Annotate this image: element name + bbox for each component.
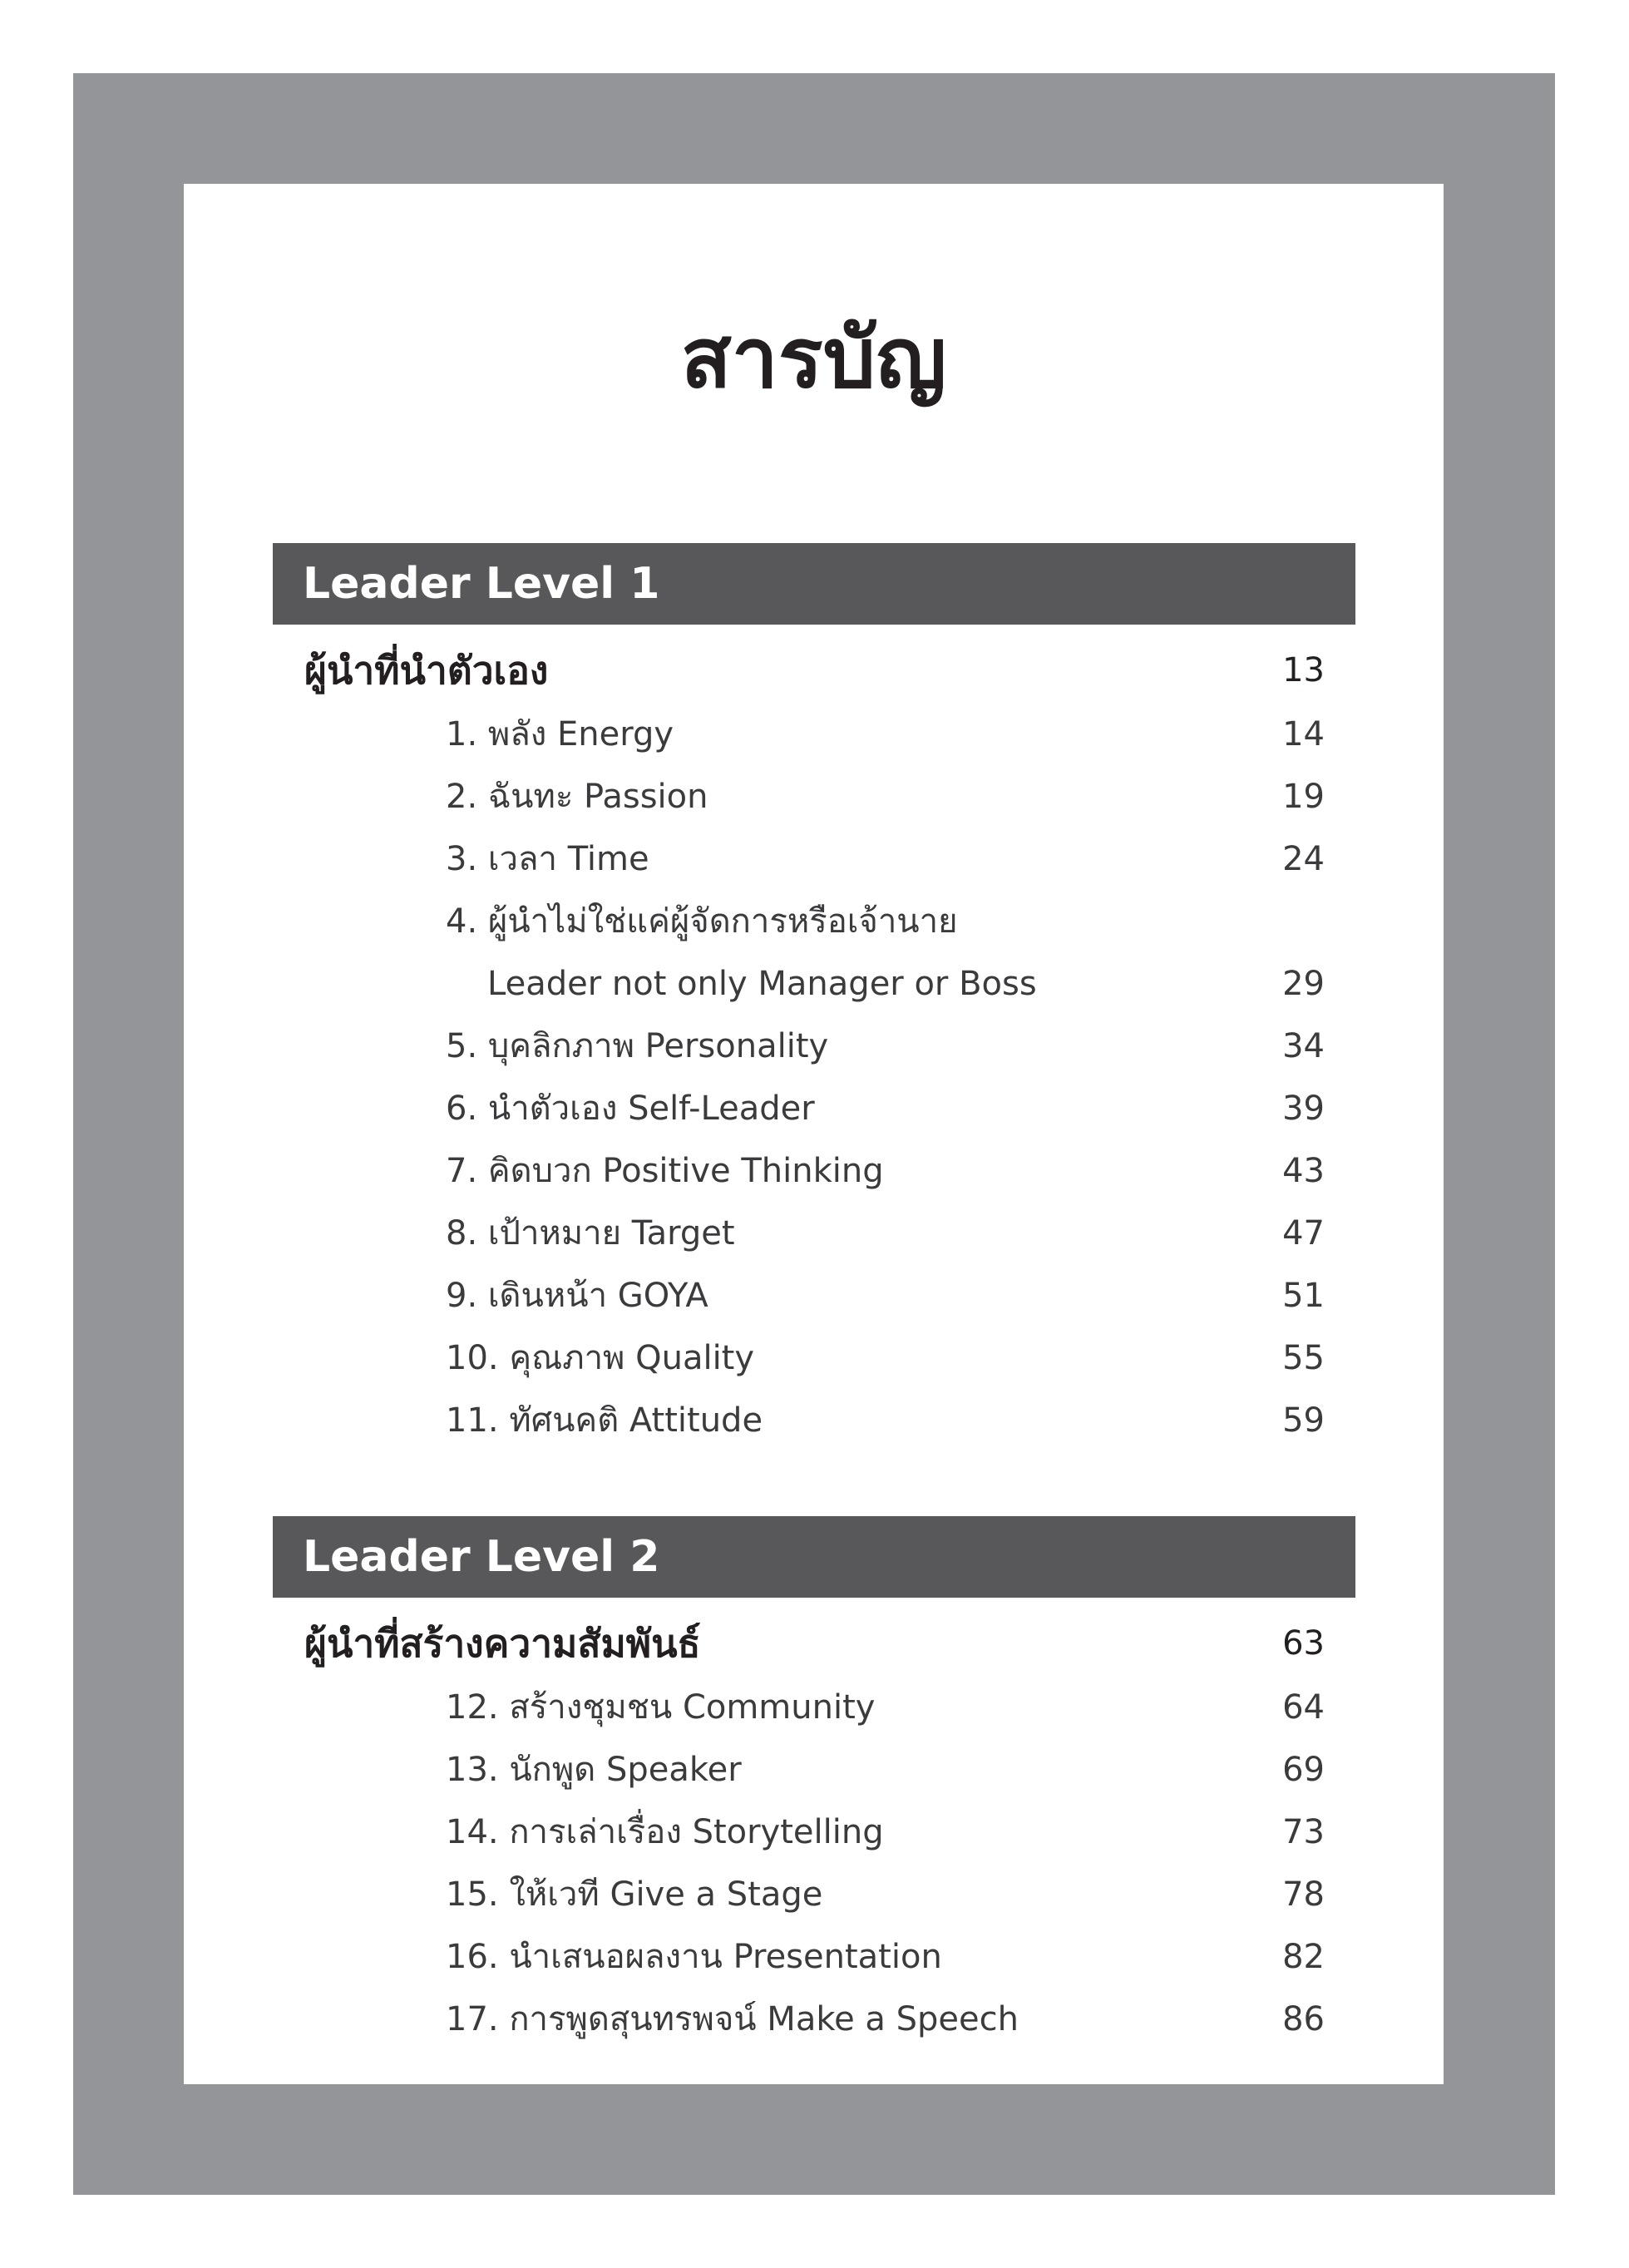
toc-entry[interactable] (184, 1078, 1444, 1140)
entry-title: 1. พลัง Energy (446, 715, 674, 754)
entry-title: 17. การพูดสุนทรพจน์ Make a Speech (446, 2000, 1019, 2038)
entry-title: 5. บุคลิกภาพ Personality (446, 1027, 829, 1065)
toc-title: สารบัญ (680, 309, 947, 407)
page-number: 43 (1282, 1152, 1325, 1190)
toc-entry[interactable] (184, 1327, 1444, 1390)
level-1-section (184, 638, 1444, 1452)
entry-title: 12. สร้างชุมชน Community (446, 1688, 876, 1727)
entry-title: 10. คุณภาพ Quality (446, 1339, 755, 1377)
entry-title: 3. เวลา Time (446, 840, 649, 878)
level-2-header: Leader Level 2 (273, 1516, 1355, 1598)
entry-title: 6. นำตัวเอง Self-Leader (446, 1090, 815, 1128)
entry-title: 16. นำเสนอผลงาน Presentation (446, 1938, 942, 1976)
toc-entry[interactable] (184, 1265, 1444, 1327)
entry-title: 4. ผู้นำไม่ใช่แค่ผู้จัดการหรือเจ้านาย (446, 902, 958, 941)
entry-title: 13. นักพูด Speaker (446, 1751, 742, 1789)
section-heading: ผู้นำที่สร้างความสัมพันธ์ (304, 1621, 701, 1666)
toc-entry[interactable] (184, 1015, 1444, 1078)
entry-title: 11. ทัศนคติ Attitude (446, 1401, 763, 1440)
toc-entry[interactable] (184, 828, 1444, 891)
toc-entry[interactable] (184, 1864, 1444, 1926)
entry-title: 9. เดินหน้า GOYA (446, 1277, 708, 1315)
page-number: 64 (1282, 1688, 1325, 1727)
page-number: 73 (1282, 1813, 1325, 1851)
page-number: 78 (1282, 1875, 1325, 1914)
toc-entry[interactable] (184, 891, 1444, 953)
page-frame (73, 73, 1555, 2195)
toc-entry[interactable] (184, 1677, 1444, 1739)
section-heading: ผู้นำที่นำตัวเอง (304, 648, 549, 693)
page-number: 69 (1282, 1751, 1325, 1789)
toc-entry[interactable] (184, 766, 1444, 828)
toc-entry[interactable] (184, 1390, 1444, 1452)
level-2-section (184, 1611, 1444, 2051)
entry-title: 15. ให้เวที Give a Stage (446, 1875, 823, 1914)
toc-entry[interactable] (184, 1989, 1444, 2051)
toc-entry[interactable] (184, 1801, 1444, 1864)
page-number: 39 (1282, 1090, 1325, 1128)
entry-title: 8. เป้าหมาย Target (446, 1214, 735, 1253)
page-number: 34 (1282, 1027, 1325, 1065)
entry-title: 7. คิดบวก Positive Thinking (446, 1152, 884, 1190)
toc-entry[interactable] (184, 704, 1444, 766)
page-number: 14 (1282, 715, 1325, 754)
page-number: 51 (1282, 1277, 1325, 1315)
page-number: 59 (1282, 1401, 1325, 1440)
entry-title: 14. การเล่าเรื่อง Storytelling (446, 1813, 884, 1851)
toc-entry-continuation[interactable] (184, 953, 1444, 1015)
page-number: 63 (1282, 1624, 1325, 1663)
toc-entry[interactable] (184, 1140, 1444, 1203)
toc-page (184, 184, 1444, 2084)
toc-entry[interactable] (184, 1926, 1444, 1989)
page-number: 47 (1282, 1214, 1325, 1253)
page-number: 13 (1282, 651, 1325, 689)
page-number: 29 (1282, 965, 1325, 1003)
page-number: 24 (1282, 840, 1325, 878)
toc-entry[interactable] (184, 1203, 1444, 1265)
level-2-heading-row[interactable] (184, 1611, 1444, 1677)
level-1-heading-row[interactable] (184, 638, 1444, 704)
page-number: 55 (1282, 1339, 1325, 1377)
entry-title-continuation: Leader not only Manager or Boss (487, 965, 1037, 1003)
page-number: 19 (1282, 778, 1325, 816)
toc-entry[interactable] (184, 1739, 1444, 1801)
page-number: 86 (1282, 2000, 1325, 2038)
page-number: 82 (1282, 1938, 1325, 1976)
level-1-header: Leader Level 1 (273, 543, 1355, 625)
entry-title: 2. ฉันทะ Passion (446, 778, 708, 816)
